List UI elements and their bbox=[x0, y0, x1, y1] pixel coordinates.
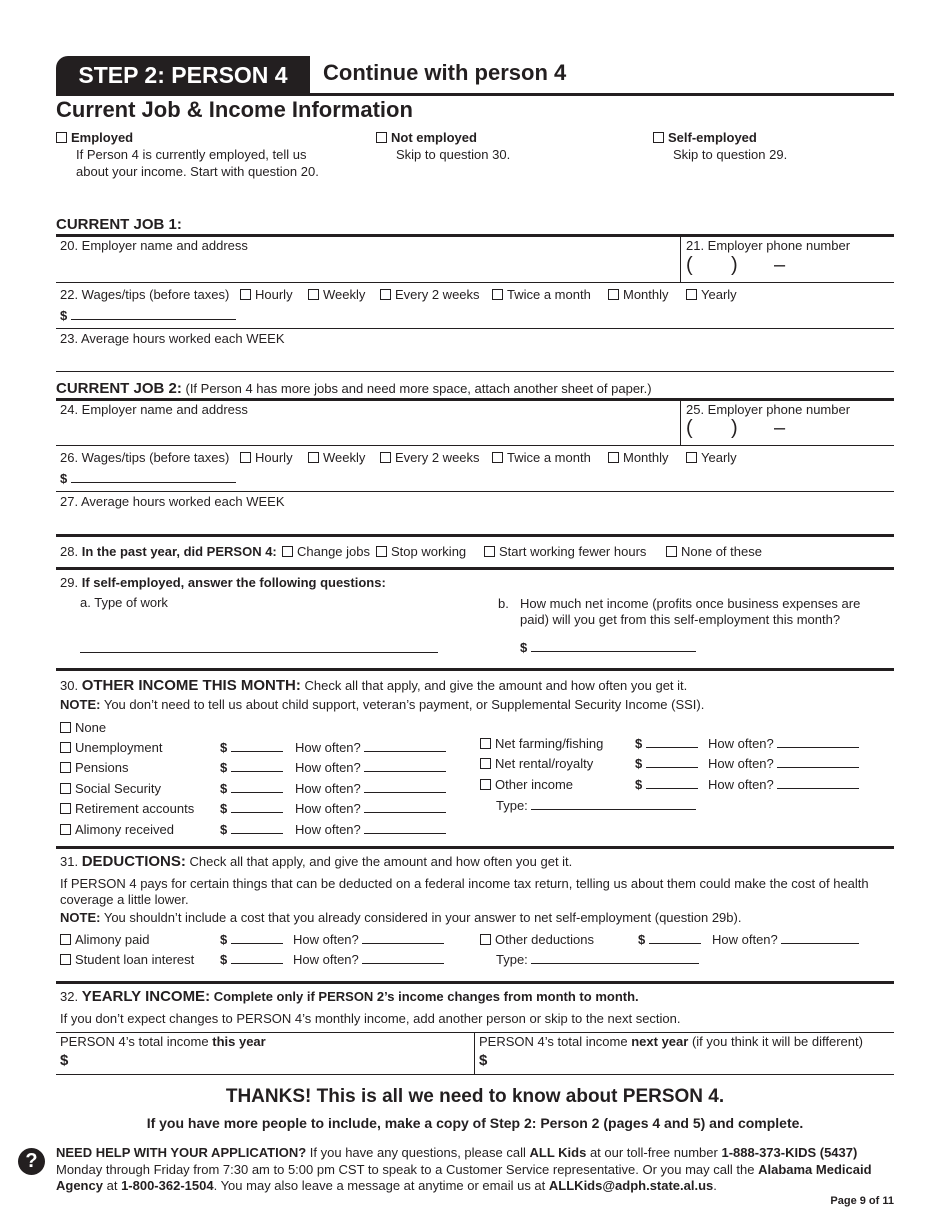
freq-option-weekly[interactable]: Weekly bbox=[308, 450, 365, 465]
freq-option-every-2-weeks[interactable]: Every 2 weeks bbox=[380, 287, 480, 302]
amount-field[interactable]: $ bbox=[220, 822, 283, 837]
q31-title: 31. DEDUCTIONS: Check all that apply, and give the amount and how often you get it. bbox=[60, 853, 573, 870]
how-often-field[interactable]: How often? bbox=[293, 952, 444, 967]
income-row-3[interactable]: Retirement accounts $ How often? bbox=[60, 801, 194, 816]
income-row-right-1[interactable]: Net rental/royalty $ How often? bbox=[480, 756, 593, 771]
self-employed-checkbox[interactable] bbox=[653, 132, 664, 143]
income-row-right-2[interactable]: Other income $ How often? bbox=[480, 777, 573, 792]
amount-field[interactable]: $ bbox=[220, 781, 283, 796]
freq-option-monthly[interactable]: Monthly bbox=[608, 450, 669, 465]
q22-amount[interactable]: $ bbox=[60, 308, 236, 323]
q21-phone-field[interactable]: ( ) – bbox=[686, 254, 786, 276]
q28-option-3[interactable]: None of these bbox=[666, 544, 762, 559]
how-often-field[interactable]: How often? bbox=[295, 760, 446, 775]
q30-none[interactable]: None bbox=[60, 720, 106, 735]
amount-field[interactable]: $ bbox=[220, 760, 283, 775]
q20-label: 20. Employer name and address bbox=[60, 238, 248, 253]
q32-title: 32. YEARLY INCOME: Complete only if PERSON 2’s income changes from month to month. bbox=[60, 988, 639, 1005]
freq-option-yearly[interactable]: Yearly bbox=[686, 287, 737, 302]
how-often-field[interactable]: How often? bbox=[295, 781, 446, 796]
amount-field[interactable]: $ bbox=[220, 801, 283, 816]
q25-label: 25. Employer phone number bbox=[686, 402, 851, 417]
self-employed-option[interactable]: Self-employed Skip to question 29. bbox=[653, 129, 853, 163]
step-label: STEP 2: PERSON 4 bbox=[56, 56, 310, 94]
q29b-amount[interactable]: $ bbox=[520, 640, 696, 655]
deduction-row-0[interactable]: Alimony paid $ How often? bbox=[60, 932, 149, 947]
next-year-field[interactable]: $ bbox=[479, 1052, 488, 1069]
q29b-label: b. How much net income (profits once business expenses are paid) will you get from this self-employment this month? bbox=[498, 596, 861, 627]
q22-row bbox=[60, 287, 737, 302]
job1-heading: CURRENT JOB 1: bbox=[56, 216, 182, 233]
job2-heading: CURRENT JOB 2: (If Person 4 has more jobs and need more space, attach another sheet of paper.) bbox=[56, 380, 652, 397]
freq-option-yearly[interactable]: Yearly bbox=[686, 450, 737, 465]
help-email: ALLKids@adph.state.al.us bbox=[548, 1178, 714, 1193]
amount-field[interactable]: $ bbox=[220, 740, 283, 755]
help-text: NEED HELP WITH YOUR APPLICATION? If you have any questions, please call ALL Kids at our toll-free number 1-888-373-KIDS (5437) Monday through Friday from 7:30 am to 5:00 pm CST to speak to a Customer Service representative. Or you may call the Alabama Medicaid Agency at 1-800-362-1504. You may also leave a message at anytime or email us at ALLKids@adph.state.al.us. bbox=[56, 1145, 872, 1193]
freq-option-weekly[interactable]: Weekly bbox=[308, 287, 365, 302]
income-row-right-0[interactable]: Net farming/fishing $ How often? bbox=[480, 736, 603, 751]
q25-phone-field[interactable]: ( ) – bbox=[686, 417, 786, 439]
freq-option-monthly[interactable]: Monthly bbox=[608, 287, 669, 302]
how-often-field[interactable]: How often? bbox=[293, 932, 444, 947]
freq-option-twice-a-month[interactable]: Twice a month bbox=[492, 287, 591, 302]
income-row-0[interactable]: Unemployment $ How often? bbox=[60, 740, 162, 755]
q29a-label: a. Type of work bbox=[80, 595, 168, 610]
this-year-field[interactable]: $ bbox=[60, 1052, 69, 1069]
q29a-field[interactable] bbox=[80, 652, 438, 653]
amount-field[interactable]: $ bbox=[635, 736, 698, 751]
q30-note: NOTE: You don’t need to tell us about child support, veteran’s payment, or Supplemental Security Income (SSI). bbox=[60, 697, 705, 712]
income-row-1[interactable]: Pensions $ How often? bbox=[60, 760, 128, 775]
q26-label: 26. Wages/tips (before taxes) bbox=[60, 450, 230, 465]
employed-checkbox[interactable] bbox=[56, 132, 67, 143]
section-title: Current Job & Income Information bbox=[56, 97, 413, 122]
copy-note: If you have more people to include, make a copy of Step 2: Person 2 (pages 4 and 5) and complete. bbox=[146, 1115, 804, 1131]
q32-sub: If you don’t expect changes to PERSON 4’s monthly income, add another person or skip to the next section. bbox=[60, 1011, 681, 1026]
q29-label: 29. If self-employed, answer the following questions: bbox=[60, 575, 386, 590]
not-employed-option[interactable]: Not employed Skip to question 30. bbox=[376, 129, 576, 163]
q28-option-1[interactable]: Stop working bbox=[376, 544, 466, 559]
employed-option[interactable]: Employed If Person 4 is currently employed, tell us about your income. Start with question 20. bbox=[56, 129, 326, 180]
freq-option-hourly[interactable]: Hourly bbox=[240, 287, 293, 302]
how-often-field[interactable]: How often? bbox=[295, 740, 446, 755]
freq-option-hourly[interactable]: Hourly bbox=[240, 450, 293, 465]
q28-option-0[interactable]: Change jobs bbox=[282, 544, 370, 559]
freq-option-twice-a-month[interactable]: Twice a month bbox=[492, 450, 591, 465]
amount-field[interactable]: $ bbox=[220, 932, 283, 947]
amount-field[interactable]: $ bbox=[635, 756, 698, 771]
other-deduction-type[interactable]: Type: bbox=[496, 952, 699, 967]
q27-field[interactable] bbox=[56, 494, 894, 534]
q27-label: 27. Average hours worked each WEEK bbox=[60, 494, 285, 509]
q28-row: 28. In the past year, did PERSON 4: Change jobs Stop working Start working fewer hours None of these bbox=[60, 544, 762, 559]
how-often-field[interactable]: How often? bbox=[708, 777, 859, 792]
q26-row bbox=[60, 450, 737, 465]
this-year-label: PERSON 4’s total income this year bbox=[60, 1034, 266, 1049]
none-checkbox[interactable] bbox=[60, 722, 71, 733]
header-rule bbox=[56, 93, 894, 96]
not-employed-checkbox[interactable] bbox=[376, 132, 387, 143]
how-often-field[interactable]: How often? bbox=[708, 736, 859, 751]
amount-field[interactable]: $ bbox=[635, 777, 698, 792]
how-often-field[interactable]: How often? bbox=[708, 756, 859, 771]
help-icon: ? bbox=[18, 1148, 45, 1175]
step-subtitle: Continue with person 4 bbox=[323, 60, 567, 85]
deduction-row-other[interactable]: Other deductions $ How often? bbox=[480, 932, 594, 947]
amount-field[interactable]: $ bbox=[220, 952, 283, 967]
freq-option-every-2-weeks[interactable]: Every 2 weeks bbox=[380, 450, 480, 465]
page-number: Page 9 of 11 bbox=[830, 1195, 894, 1207]
deduction-row-1[interactable]: Student loan interest $ How often? bbox=[60, 952, 194, 967]
q22-label: 22. Wages/tips (before taxes) bbox=[60, 287, 230, 302]
q30-title: 30. OTHER INCOME THIS MONTH: Check all that apply, and give the amount and how often you get it. bbox=[60, 677, 688, 694]
q26-amount[interactable]: $ bbox=[60, 471, 236, 486]
how-often-field[interactable]: How often? bbox=[295, 801, 446, 816]
q23-field[interactable] bbox=[56, 331, 894, 371]
q31-note: NOTE: You shouldn’t include a cost that you already considered in your answer to net self-employment (question 29b). bbox=[60, 910, 742, 925]
q24-label: 24. Employer name and address bbox=[60, 402, 248, 417]
income-row-2[interactable]: Social Security $ How often? bbox=[60, 781, 161, 796]
q21-label: 21. Employer phone number bbox=[686, 238, 851, 253]
other-income-type[interactable]: Type: bbox=[496, 798, 696, 813]
how-often-field[interactable]: How often? bbox=[295, 822, 446, 837]
thanks-message: THANKS! This is all we need to know about PERSON 4. bbox=[225, 1086, 725, 1107]
next-year-label: PERSON 4’s total income next year (if you think it will be different) bbox=[479, 1034, 863, 1049]
q31-para: If PERSON 4 pays for certain things that can be deducted on a federal income tax return, telling us about them could make the cost of health coverage a little lower. bbox=[60, 876, 869, 907]
income-row-4[interactable]: Alimony received $ How often? bbox=[60, 822, 174, 837]
q28-option-2[interactable]: Start working fewer hours bbox=[484, 544, 646, 559]
q23-label: 23. Average hours worked each WEEK bbox=[60, 331, 285, 346]
